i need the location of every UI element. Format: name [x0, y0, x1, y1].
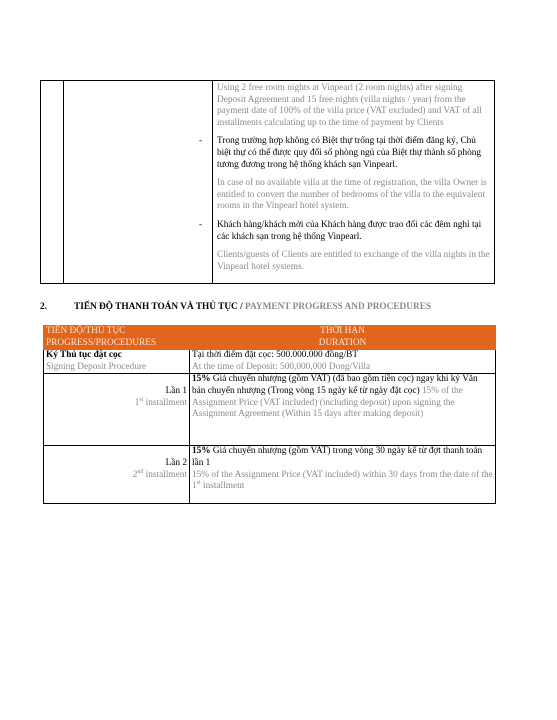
conversion-vi: Trong trường hợp không có Biệt thự trống tại thời điểm đăng ký, Chủ biệt thự có thể được quy đổi số phòng ngủ của Biệt thự thành số phòng tương đương trong hệ thống khách sạn Vinpearl. — [217, 136, 482, 170]
section-number: 2. — [40, 302, 47, 312]
deposit-duration-cell — [190, 350, 496, 374]
first-installment-cell — [44, 374, 190, 446]
first-installment-duration-en: 15% of the Assignment Price (VAT included) (including deposit) upon signing the Assignment Agreement (Within 15 days after making deposit) — [192, 385, 463, 420]
table-row — [44, 374, 496, 446]
first-installment-vi: Lần 1 — [165, 386, 187, 397]
header-progress-vi: TIẾN ĐỘ/THỦ TỤC — [46, 326, 126, 336]
second-installment-cell — [44, 446, 190, 504]
second-installment-duration-en — [192, 470, 493, 493]
first-installment-percent: 15% — [192, 374, 211, 385]
second-installment-vi: Lần 2 — [165, 458, 187, 469]
first-installment-duration-vi: Giá chuyển nhượng (gồm VAT) (đã bao gồm tiền cọc) ngay khi ký Văn bản chuyển nhượng (Trong vòng 15 ngày kể từ ngày đặt cọc) — [192, 374, 478, 396]
header-progress-en: PROGRESS/PROCEDURES — [46, 337, 157, 348]
header-duration-en: DURATION — [318, 337, 367, 348]
installment-word: installment — [143, 397, 187, 408]
second-installment-duration-en-text: 15% of the Assignment Price (VAT included) within 30 days from the date of the — [192, 469, 493, 480]
deposit-duration-en: At the time of Deposit: 500,000,000 Dong/Villa — [192, 361, 371, 372]
exchange-en: Clients/guests of Clients are entitled to exchange of the villa nights in the Vinpearl hotel systems. — [217, 250, 490, 272]
villa-benefits-table — [40, 80, 495, 284]
header-progress — [44, 326, 190, 350]
installment-word: installment — [200, 481, 245, 492]
second-installment-duration-vi: Giá chuyển nhượng (gồm VAT) trong vòng 30 ngày kể từ đợt thanh toán lần 1 — [192, 446, 483, 468]
bullet-dash: - — [199, 219, 203, 230]
second-installment-en — [46, 470, 187, 482]
index-column — [41, 81, 64, 283]
second-installment-percent: 15% — [192, 446, 211, 457]
section-title-vi: TIẾN ĐỘ THANH TOÁN VÀ THỦ TỤC / — [74, 302, 246, 312]
section-title-en: PAYMENT PROGRESS AND PROCEDURES — [245, 302, 432, 312]
ordinal-suffix: st — [196, 480, 201, 487]
header-duration — [190, 326, 496, 350]
first-installment-en — [46, 398, 187, 410]
second-installment-duration-cell — [190, 446, 496, 504]
deposit-procedure-en: Signing Deposit Procedure — [46, 361, 147, 372]
bullet-item-conversion — [199, 136, 491, 213]
payment-table — [43, 325, 496, 504]
bullet-item-exchange — [199, 219, 491, 273]
section-heading — [40, 302, 431, 312]
ordinal-number: 1 — [134, 397, 140, 408]
free-nights-en: Using 2 free room nights at Vinpearl (2 room nights) after signing Deposit Agreement and 15 free nights (villa nights / year) from the payment date of 100% of the villa price (VAT excluded) and VAT of all installments calculating up to the time of payment by Clients — [217, 83, 482, 128]
table-row — [44, 446, 496, 504]
label-column — [63, 81, 213, 283]
installment-word: installment — [143, 469, 187, 480]
deposit-procedure-vi: Ký Thủ tục đặt cọc — [46, 350, 122, 361]
first-installment-duration-cell — [190, 374, 496, 446]
benefits-content — [199, 83, 491, 273]
ordinal-suffix: nd — [137, 468, 144, 475]
ordinal-number: 1 — [192, 481, 197, 492]
bullet-dash: - — [199, 136, 203, 147]
header-duration-vi: THỜI HẠN — [320, 326, 365, 336]
ordinal-number: 2 — [132, 469, 138, 480]
table-row — [44, 350, 496, 374]
exchange-vi: Khách hàng/khách mời của Khách hàng được trao đổi các đêm nghỉ tại các khách sạn trong hệ thống Vinpearl. — [217, 219, 482, 242]
deposit-procedure-cell — [44, 350, 190, 374]
second-installment-duration-vi-line — [192, 446, 493, 469]
ordinal-suffix: st — [139, 396, 144, 403]
table-header-row — [44, 326, 496, 350]
deposit-duration-vi: Tại thời điểm đặt cọc: 500.000.000 đồng/BT — [192, 350, 359, 361]
conversion-en: In case of no available villa at the time of registration, the villa Owner is entitled to convert the number of bedrooms of the villa to the equivalent rooms in the Vinpearl hotel system. — [217, 178, 487, 212]
